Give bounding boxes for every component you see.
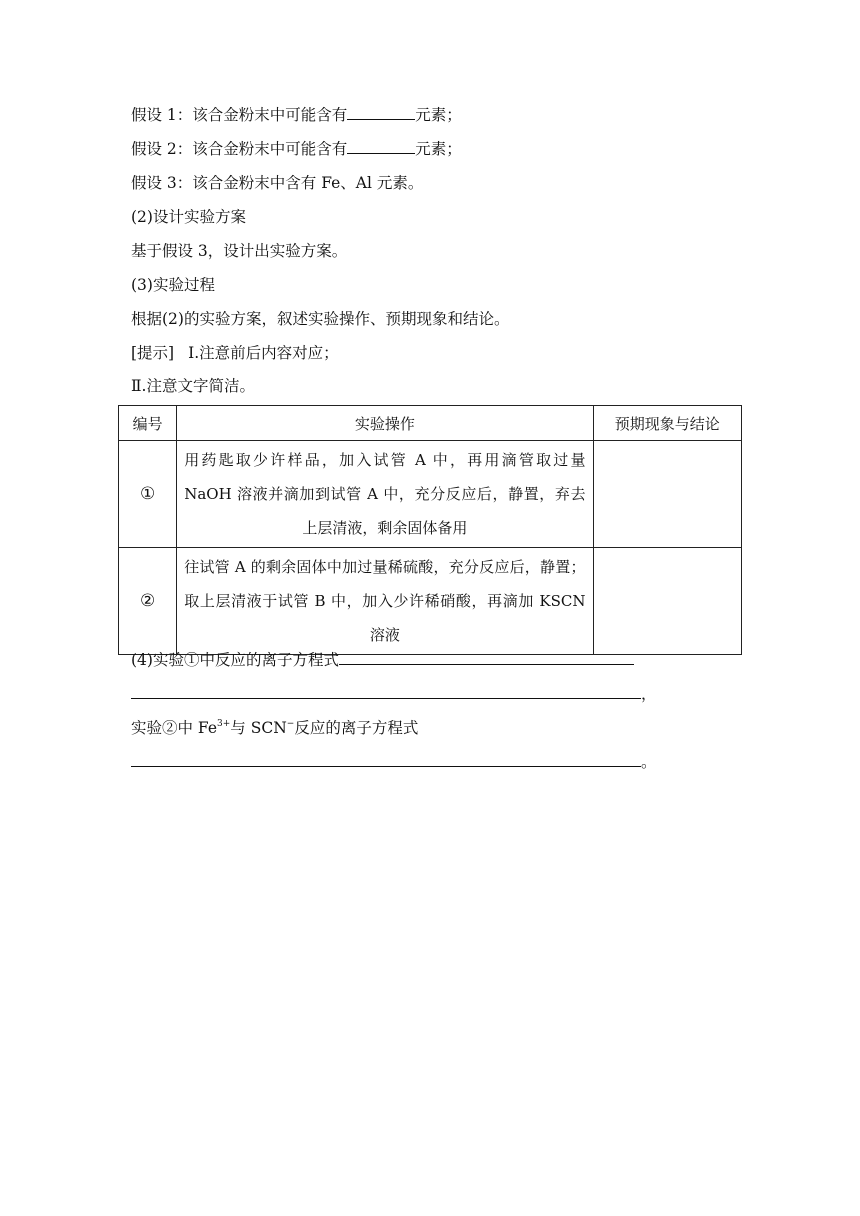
hypothesis-1-text: 假设 1：该合金粉末中可能含有: [131, 106, 348, 124]
header-operation: 实验操作: [177, 406, 593, 441]
fe-charge: 3+: [217, 719, 231, 729]
q4-text-a: 实验②中 Fe: [131, 719, 218, 737]
question-4-line-3: [131, 718, 418, 738]
table-header-row: [119, 406, 742, 441]
row-2-number: ②: [119, 548, 177, 655]
row-1-operation: 用药匙取少许样品，加入试管 A 中，再用滴管取过量 NaOH 溶液并滴加到试管 A 中，充分反应后，静置，弃去上层清液，剩余固体备用: [177, 441, 593, 548]
question-4-blank-3: [131, 752, 641, 767]
row-2-operation: 往试管 A 的剩余固体中加过量稀硫酸，充分反应后，静置；取上层清液于试管 B 中，加入少许稀硝酸，再滴加 KSCN 溶液: [177, 548, 593, 655]
question-4-blank-2: [131, 684, 641, 699]
question-4-prefix: (4)实验①中反应的离子方程式: [131, 651, 339, 669]
question-4-line-1: [131, 650, 634, 670]
q4-text-b: 与 SCN: [230, 719, 287, 737]
table-row: [119, 548, 742, 655]
header-number: 编号: [119, 406, 177, 441]
hypothesis-2-blank: [347, 139, 415, 154]
hint-2: Ⅱ.注意文字简洁。: [131, 377, 255, 395]
design-text: 基于假设 3，设计出实验方案。: [131, 242, 348, 260]
row-1-result: [593, 441, 742, 548]
hypothesis-1: [131, 105, 462, 125]
question-4-line-4: [131, 752, 657, 772]
hypothesis-2-text: 假设 2：该合金粉末中可能含有: [131, 140, 348, 158]
hypothesis-2: [131, 139, 462, 159]
question-4-period: 。: [641, 753, 657, 771]
hint-1: Ⅰ.注意前后内容对应；: [188, 344, 339, 362]
scn-charge: −: [286, 719, 295, 729]
hypothesis-1-suffix: 元素；: [415, 106, 462, 124]
experiment-table: [118, 405, 742, 655]
question-4-blank-1: [339, 650, 634, 665]
hypothesis-3: 假设 3：该合金粉末中含有 Fe、Al 元素。: [131, 174, 424, 192]
hint-label: [提示]: [131, 344, 175, 362]
q4-text-c: 反应的离子方程式: [294, 719, 419, 737]
header-result: 预期现象与结论: [593, 406, 742, 441]
question-4-comma: ，: [641, 685, 657, 703]
hint-line: [131, 343, 339, 363]
hypothesis-2-suffix: 元素；: [415, 140, 462, 158]
question-4-line-2: [131, 684, 657, 704]
row-2-result: [593, 548, 742, 655]
row-1-number: ①: [119, 441, 177, 548]
table-row: [119, 441, 742, 548]
process-text: 根据(2)的实验方案，叙述实验操作、预期现象和结论。: [131, 310, 510, 328]
hypothesis-1-blank: [347, 105, 415, 120]
process-heading: (3)实验过程: [131, 276, 215, 294]
design-heading: (2)设计实验方案: [131, 208, 246, 226]
